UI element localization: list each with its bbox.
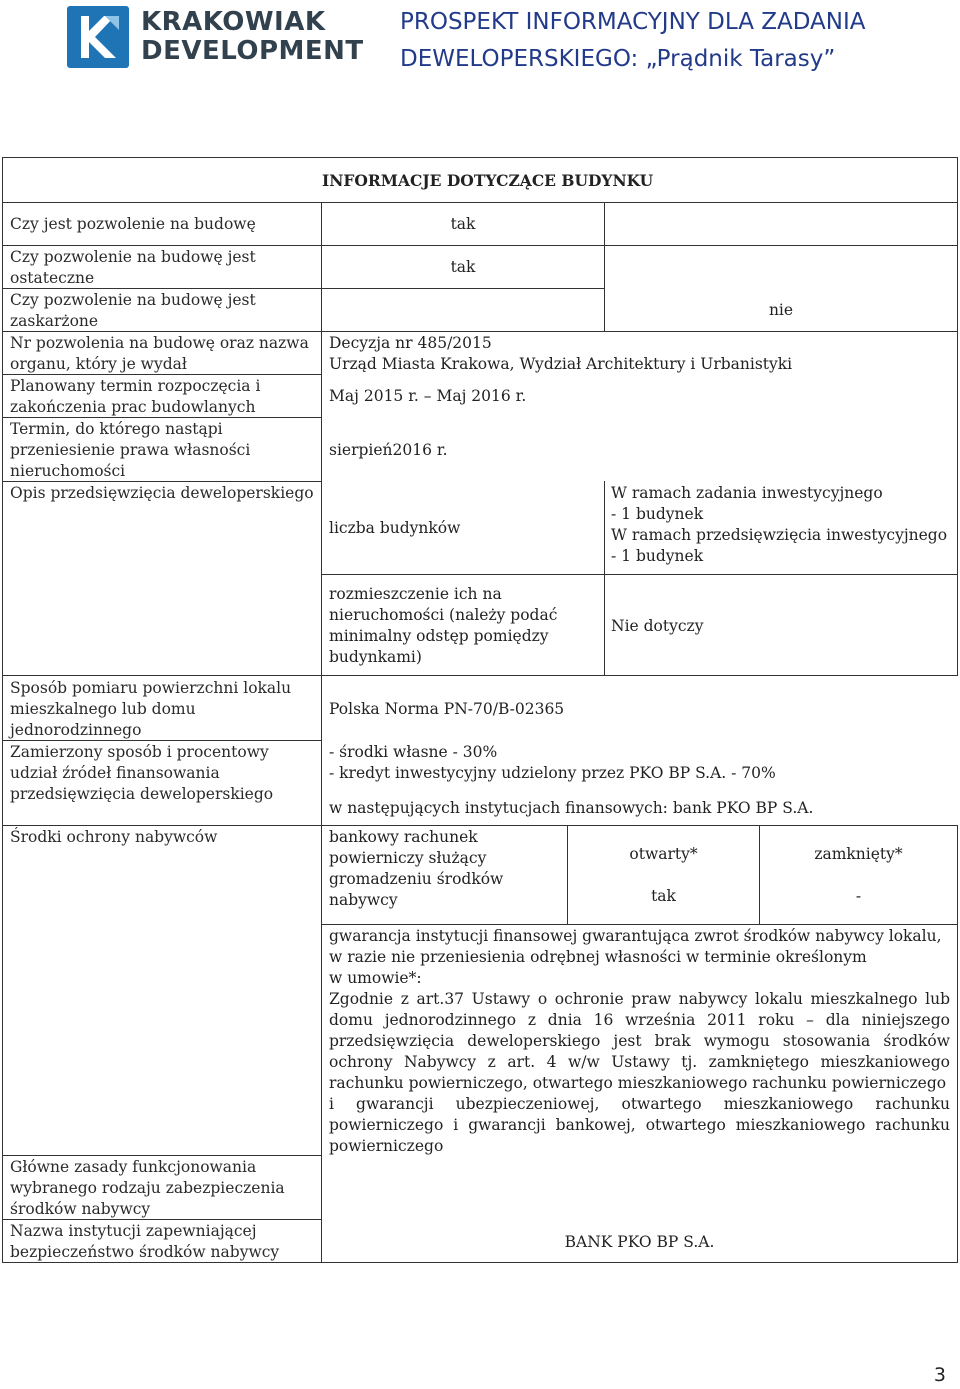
guarantee-paragraph-1: Zgodnie z art.37 Ustawy o ochronie praw nabywcy lokalu mieszkalnego lub domu jednorodzinnego z dnia 16 września 2011 roku – dla niniejszego przedsięwzięcia deweloperskiego jest brak wymogu stosowania środków ochrony Nabywcy z art. 4 w/w Ustawy tj. zamkniętego mieszkaniowego rachunku powierniczego, otwartego mieszkaniowego rachunku powierniczego	[329, 990, 950, 1092]
logo-line-2: DEVELOPMENT	[141, 36, 364, 66]
value-financing-3: w następujących instytucjach finansowych: bank PKO BP S.A.	[329, 799, 814, 817]
label-financing-1: Zamierzony sposób i procentowy	[10, 743, 269, 761]
placement-label-2: nieruchomości (należy podać	[329, 606, 558, 624]
logo-line-1: KRAKOWIAK	[141, 7, 326, 37]
label-rules-2: wybranego rodzaju zabezpieczenia	[10, 1179, 285, 1197]
guarantee-line-1: gwarancja instytucji finansowej gwarantująca zwrot środków nabywcy lokalu,	[329, 927, 942, 945]
label-permit-final-2: ostateczne	[10, 269, 95, 287]
label-measurement-1: Sposób pomiaru powierzchni lokalu	[10, 679, 292, 697]
label-rules-3: środków nabywcy	[10, 1200, 151, 1218]
value-permit-final: tak	[450, 258, 476, 276]
placement-value: Nie dotyczy	[611, 617, 704, 635]
value-transfer: sierpień2016 r.	[329, 441, 448, 459]
document-title-line-2: DEWELOPERSKIEGO: „Prądnik Tarasy”	[400, 46, 836, 72]
document-title	[400, 4, 866, 78]
account-label-3: gromadzeniu środków	[329, 870, 504, 888]
buildings-label: liczba budynków	[329, 519, 461, 537]
label-financing-2: udział źródeł finansowania	[10, 764, 220, 782]
placement-label-1: rozmieszczenie ich na	[329, 585, 502, 603]
value-permit-appealed: nie	[768, 301, 794, 319]
label-permit-appealed-1: Czy pozwolenie na budowę jest	[10, 291, 256, 309]
value-permit: tak	[450, 215, 476, 233]
account-label-4: nabywcy	[329, 891, 398, 909]
buildings-value-2: - 1 budynek	[611, 505, 704, 523]
label-permit-final-1: Czy pozwolenie na budowę jest	[10, 248, 256, 266]
account-label-2: powierniczy służący	[329, 849, 487, 867]
label-schedule-2: zakończenia prac budowlanych	[10, 398, 256, 416]
label-financing-3: przedsięwzięcia deweloperskiego	[10, 785, 274, 803]
buildings-value-1: W ramach zadania inwestycyjnego	[611, 484, 883, 502]
label-transfer-1: Termin, do którego nastąpi	[10, 420, 223, 438]
buildings-value-4: - 1 budynek	[611, 547, 704, 565]
label-measurement-2: mieszkalnego lub domu	[10, 700, 196, 718]
value-permit-number-1: Decyzja nr 485/2015	[329, 334, 492, 352]
document-title-line-1: PROSPEKT INFORMACYJNY DLA ZADANIA	[400, 9, 866, 35]
open-account-value: tak	[651, 887, 676, 905]
guarantee-paragraph-2: i gwarancji ubezpieczeniowej, otwartego mieszkaniowego rachunku powierniczego i gwarancji bankowej, otwartego mieszkaniowego rachunku powierniczego	[329, 1095, 950, 1155]
account-label-1: bankowy rachunek	[329, 828, 478, 846]
buildings-value-3: W ramach przedsięwzięcia inwestycyjnego	[611, 526, 948, 544]
label-permit-number-1: Nr pozwolenia na budowę oraz nazwa	[10, 334, 309, 352]
value-financing-2: - kredyt inwestycyjny udzielony przez PKO BP S.A. - 70%	[329, 764, 776, 782]
label-transfer-2: przeniesienie prawa własności	[10, 441, 251, 459]
guarantee-line-3: w umowie*:	[329, 969, 422, 987]
guarantee-line-2: w razie nie przeniesienia odrębnej własności w terminie określonym	[329, 948, 867, 966]
logo-mark-icon	[67, 6, 129, 68]
value-financing-1: - środki własne - 30%	[329, 743, 498, 761]
placement-label-3: minimalny odstęp pomiędzy	[329, 627, 549, 645]
label-schedule-1: Planowany termin rozpoczęcia i	[10, 377, 261, 395]
open-account-header: otwarty*	[629, 845, 698, 863]
label-permit-appealed-2: zaskarżone	[10, 312, 99, 330]
label-measurement-3: jednorodzinnego	[10, 721, 142, 739]
value-schedule: Maj 2015 r. – Maj 2016 r.	[329, 387, 527, 405]
label-transfer-3: nieruchomości	[10, 462, 126, 480]
closed-account-value: -	[855, 887, 862, 905]
label-institution-2: bezpieczeństwo środków nabywcy	[10, 1243, 280, 1261]
label-protection: Środki ochrony nabywców	[10, 828, 218, 846]
section-title: INFORMACJE DOTYCZĄCE BUDYNKU	[322, 171, 654, 190]
placement-label-4: budynkami)	[329, 648, 422, 666]
label-institution-1: Nazwa instytucji zapewniającej	[10, 1222, 257, 1240]
label-description: Opis przedsięwzięcia deweloperskiego	[10, 484, 314, 502]
value-measurement: Polska Norma PN-70/B-02365	[329, 700, 565, 718]
label-rules-1: Główne zasady funkcjonowania	[10, 1158, 257, 1176]
value-institution: BANK PKO BP S.A.	[564, 1233, 715, 1251]
closed-account-header: zamknięty*	[814, 845, 903, 863]
company-logo	[67, 6, 364, 72]
value-permit-number-2: Urząd Miasta Krakowa, Wydział Architektury i Urbanistyki	[329, 355, 793, 373]
label-permit: Czy jest pozwolenie na budowę	[10, 215, 256, 233]
label-permit-number-2: organu, który je wydał	[10, 355, 187, 373]
page-number: 3	[933, 1364, 946, 1386]
